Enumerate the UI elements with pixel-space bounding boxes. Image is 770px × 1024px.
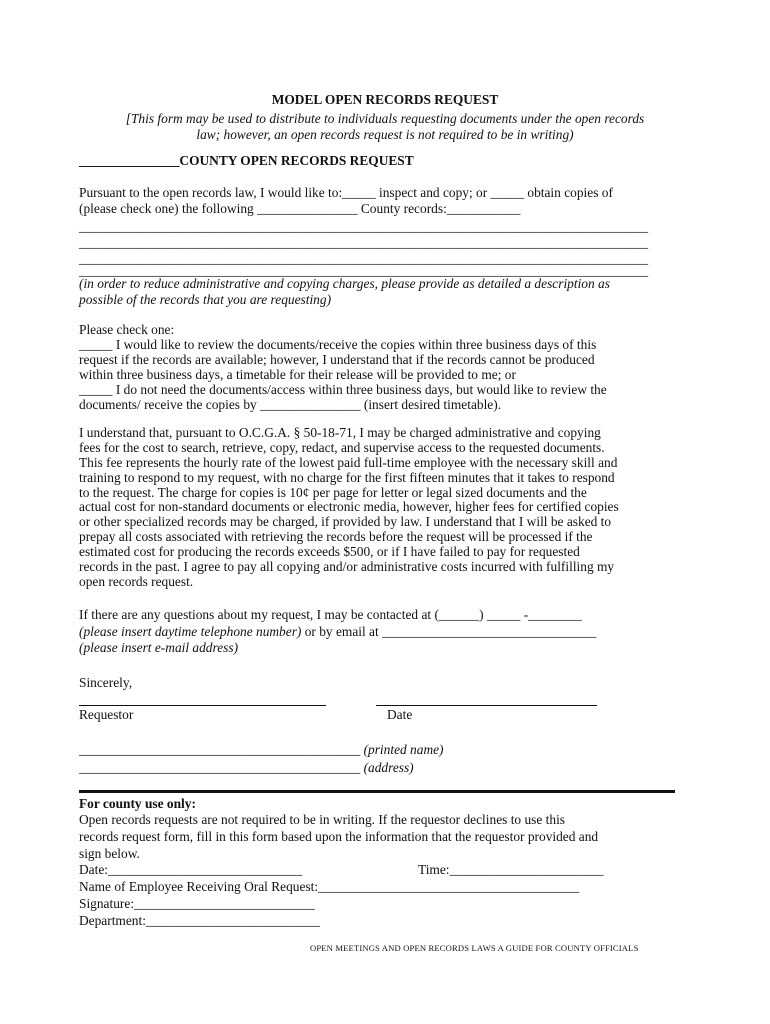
check-option-1-line-1[interactable]: _____ I would like to review the documents/receive the copies within three business days of this xyxy=(79,337,597,352)
fee-line-9: estimated cost for producing the records exceeds $500, or if I have failed to pay for requested xyxy=(79,544,580,559)
fee-line-4: training to respond to my request, with no charge for the first fifteen minutes that it takes to respond xyxy=(79,470,615,485)
fee-line-2: fees for the cost to search, retrieve, copy, redact, and supervise access to the requested documents. xyxy=(79,440,605,455)
printed-name-field[interactable] xyxy=(79,742,444,758)
pursuant-line-1[interactable]: Pursuant to the open records law, I would like to:_____ inspect and copy; or _____ obtain copies of xyxy=(79,185,613,200)
date-label: Date xyxy=(387,707,413,722)
sincerely: Sincerely, xyxy=(79,675,133,690)
county-time-field[interactable]: Time:_______________________ xyxy=(418,862,604,877)
email-hint: (please insert e-mail address) xyxy=(79,640,239,655)
check-label: Please check one: xyxy=(79,322,175,337)
county-use-heading: For county use only: xyxy=(79,796,196,811)
intro-line-2: law; however, an open records request is not required to be in writing) xyxy=(196,127,574,142)
contact-line-2[interactable] xyxy=(79,624,596,640)
contact-line-1[interactable]: If there are any questions about my request, I may be contacted at (______) _____ -________ xyxy=(79,607,582,622)
email-blank[interactable]: or by email at ________________________________ xyxy=(301,624,597,639)
description-note-2: possible of the records that you are requesting) xyxy=(79,292,332,307)
requestor-label: Requestor xyxy=(79,707,134,722)
check-option-1-line-2: request if the records are available; however, I understand that if the records cannot be produced xyxy=(79,352,595,367)
fee-line-5: to the request. The charge for copies is 10¢ per page for letter or legal sized documents and the xyxy=(79,485,587,500)
pursuant-line-2[interactable]: (please check one) the following _______________ County records:___________ xyxy=(79,201,521,216)
page-title: MODEL OPEN RECORDS REQUEST xyxy=(271,92,499,107)
address-label: (address) xyxy=(363,760,414,775)
section-divider xyxy=(79,790,675,793)
fee-line-10: records in the past. I agree to pay all copying and/or administrative costs incurred with fulfilling my xyxy=(79,559,615,574)
printed-name-label: (printed name) xyxy=(363,742,444,757)
fee-line-1: I understand that, pursuant to O.C.G.A. § 50-18-71, I may be charged administrative and copying xyxy=(79,425,601,440)
requestor-signature-line[interactable] xyxy=(79,705,326,706)
county-use-line-1: Open records requests are not required to be in writing. If the requestor declines to use this xyxy=(79,812,566,827)
check-option-2-line-1[interactable]: _____ I do not need the documents/access within three business days, but would like to review the xyxy=(79,382,607,397)
fee-line-3: This fee represents the hourly rate of the lowest paid full-time employee with the necessary skill and xyxy=(79,455,618,470)
records-blank-line-1[interactable]: _____________________________________________________________________________________ xyxy=(79,219,649,234)
description-note-1: (in order to reduce administrative and copying charges, please provide as detailed a description as xyxy=(79,276,610,291)
address-blank[interactable]: __________________________________________ xyxy=(79,760,364,775)
phone-hint: (please insert daytime telephone number) xyxy=(79,624,302,639)
check-option-1-line-3: within three business days, a timetable for their release will be provided to me; or xyxy=(79,367,516,382)
records-blank-line-2[interactable]: _____________________________________________________________________________________ xyxy=(79,235,649,250)
fee-line-11: open records request. xyxy=(79,574,194,589)
fee-line-7: or other specialized records may be charged, if provided by law. I understand that I will be asked to xyxy=(79,514,612,529)
fee-line-8: prepay all costs associated with retrieving the records before the request will be processed if the xyxy=(79,529,593,544)
county-heading: _______________COUNTY OPEN RECORDS REQUEST xyxy=(79,153,414,168)
county-use-line-3: sign below. xyxy=(79,846,140,861)
county-date-field[interactable]: Date:_____________________________ xyxy=(79,862,303,877)
page-footer: OPEN MEETINGS AND OPEN RECORDS LAWS A GUIDE FOR COUNTY OFFICIALS xyxy=(310,943,639,953)
records-blank-line-4[interactable]: _____________________________________________________________________________________ xyxy=(79,263,649,278)
department-field[interactable]: Department:__________________________ xyxy=(79,913,321,928)
fee-line-6: actual cost for non-standard documents or electronic media, however, higher fees for certified copies xyxy=(79,499,619,514)
employee-name-field[interactable]: Name of Employee Receiving Oral Request:_______________________________________ xyxy=(79,879,580,894)
records-blank-line-3[interactable]: _____________________________________________________________________________________ xyxy=(79,251,649,266)
address-field[interactable] xyxy=(79,760,414,776)
check-option-2-line-2[interactable]: documents/ receive the copies by _______________ (insert desired timetable). xyxy=(79,397,502,412)
printed-name-blank[interactable]: __________________________________________ xyxy=(79,742,364,757)
intro-line-1: [This form may be used to distribute to individuals requesting documents under the open records xyxy=(125,111,645,126)
county-use-line-2: records request form, fill in this form based upon the information that the requestor provided and xyxy=(79,829,599,844)
signature-field[interactable]: Signature:___________________________ xyxy=(79,896,315,911)
date-signature-line[interactable] xyxy=(376,705,597,706)
